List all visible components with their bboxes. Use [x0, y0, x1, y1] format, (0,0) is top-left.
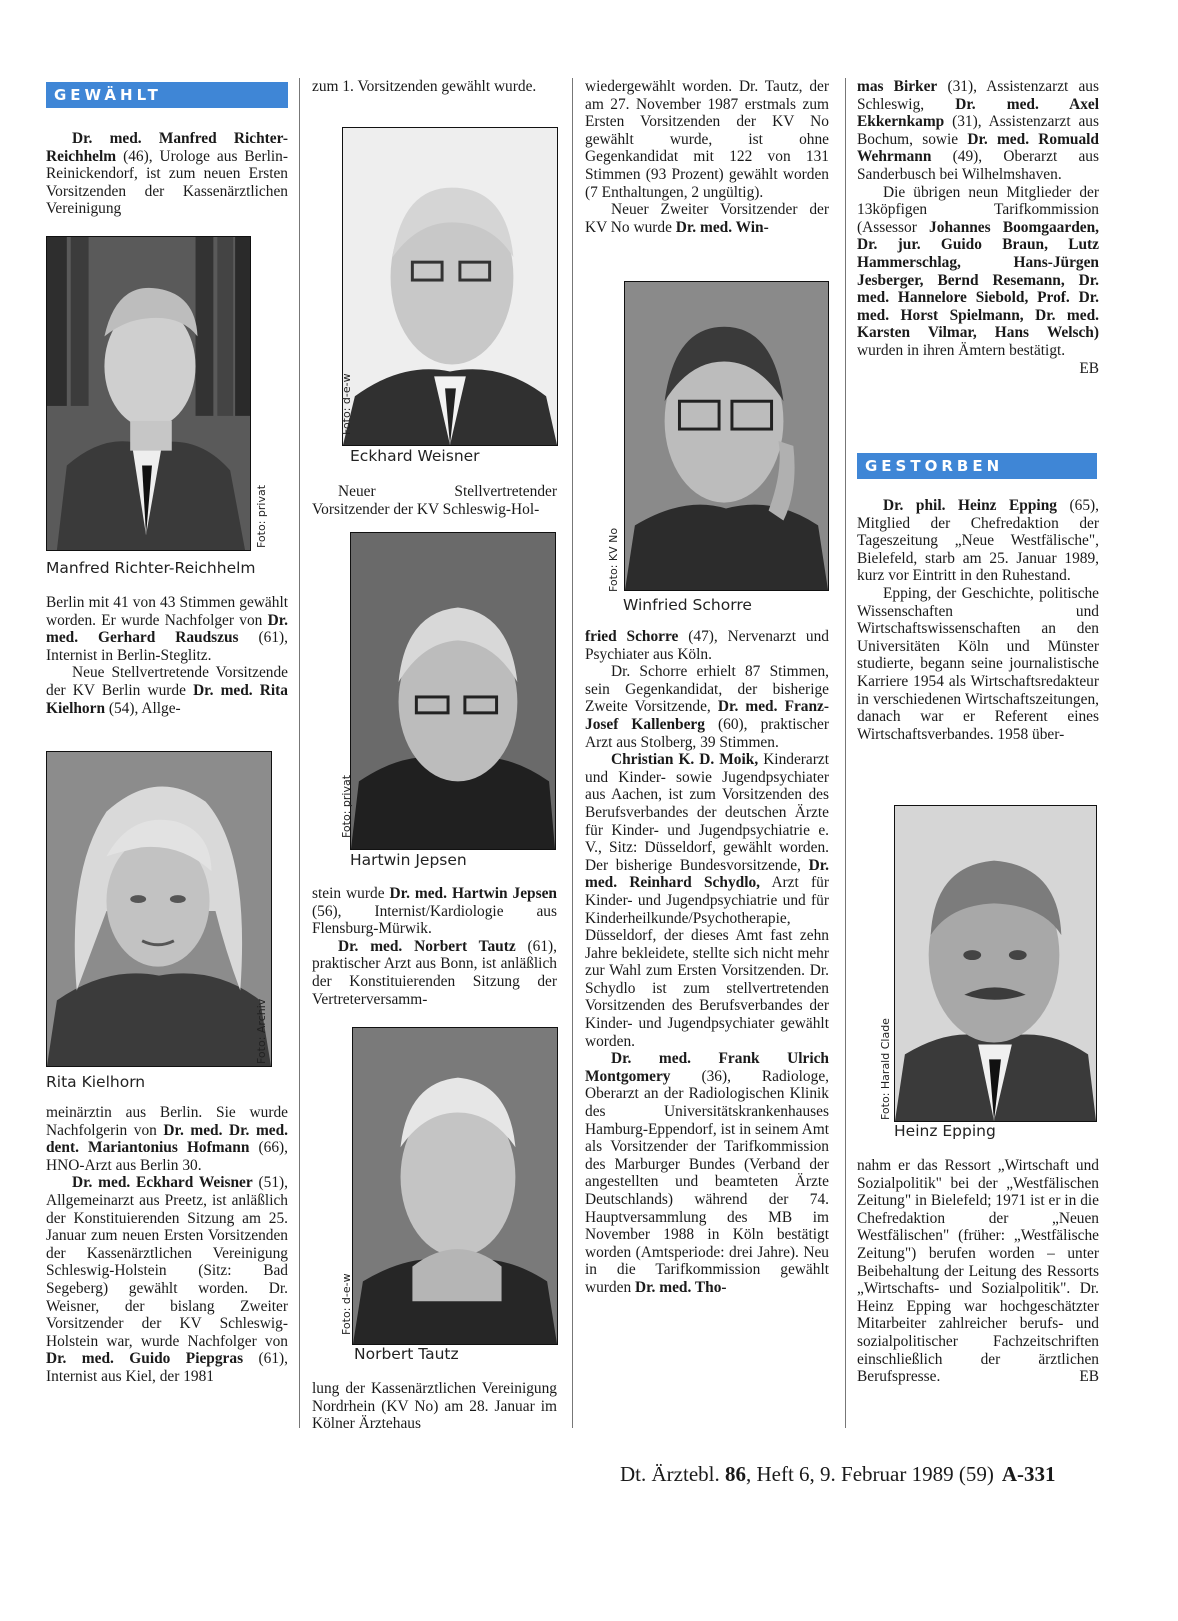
caption-jepsen: Hartwin Jepsen: [350, 851, 467, 869]
text-span: (54), Allge-: [105, 699, 181, 717]
text-span: Christian K. D. Moik,: [611, 751, 759, 769]
article-col2-top: [312, 78, 557, 96]
article-col4: [857, 78, 1099, 377]
text-span: (49), Oberarzt aus Sanderbusch bei Wilhelmshaven.: [857, 148, 1099, 183]
column-rule: [299, 78, 300, 1428]
page-footer: [620, 1462, 1056, 1487]
caption-schorre: Winfried Schorre: [623, 596, 752, 614]
caption-kielhorn: Rita Kielhorn: [46, 1073, 146, 1091]
column-rule: [845, 78, 846, 1428]
text-span: (65), Mitglied der Chefredaktion der Tageszeitung „Neue Westfälische", Bielefeld, starb am 25. Januar 1989, kurz vor Eintritt in den Ruhestand.: [857, 497, 1099, 585]
photo-schorre: [624, 281, 829, 591]
caption-weisner: Eckhard Weisner: [350, 447, 480, 465]
photo-credit: Foto: d-e-w: [340, 1273, 353, 1335]
text-span: Dr. phil. Heinz Epping: [883, 497, 1057, 514]
text-span: Neue Stellvertretende Vorsitzende der KV Berlin wurde: [46, 664, 288, 699]
portrait-image: [895, 806, 1096, 1121]
caption-tautz: Norbert Tautz: [354, 1345, 459, 1363]
text-span: Dr. med. Axel Ekkernkamp: [857, 95, 1100, 131]
photo-jepsen: [350, 532, 556, 850]
text-span: meinärztin aus Berlin. Sie wurde Nachfolgerin von: [46, 1104, 288, 1139]
article-richter-cont: [46, 594, 288, 717]
text-span: Die übrigen neun Mitglieder der 13köpfigen Tarifkommission (Assessor: [857, 183, 1099, 236]
portrait-image: [47, 752, 271, 1066]
photo-tautz: [352, 1027, 558, 1345]
text-span: (31), Assistenzarzt aus Bochum, sowie: [857, 113, 1099, 148]
portrait-image: [353, 1028, 557, 1344]
text-span: Dr. med. Reinhard Schydlo,: [585, 856, 829, 892]
text-span: Kinderarzt und Kinder- sowie Jugendpsychiater aus Aachen, ist zum Vorsitzenden des Berufsverbandes der deutschen Ärzte für Kinder- und Jugendpsychiatrie e. V., Sitz: Düsseldorf, gewählt worden. Der bisherige Bundesvorsitzende,: [585, 751, 829, 874]
text-span: (51), Allgemeinarzt aus Preetz, ist anläßlich der Konstituierenden Sitzung am 25. Januar zum neuen Ersten Vorsitzenden der Kassenärztlichen Vereinigung Schleswig-Holstein (Sitz: Bad Segeberg) gewählt worden. Dr. Weisner, der bislang Zweiter Vorsitzender der KV Schleswig-Holstein war, wurde Nachfolger von: [46, 1174, 288, 1350]
text-span: Arzt für Kinder- und Jugendpsychiatrie und für Kinderheilkunde/Psychotherapie, Düsseldorf, der dieses Amt fast zehn Jahre bekleidete, stellte sich nicht mehr zur Wahl zum Ersten Vorsitzenden. Dr. Schydlo ist zum stellvertretenden Vorsitzenden des Berufsverbandes der Kinder- und Jugendpsychiater gewählt worden.: [585, 874, 829, 1050]
text-span: Dr. med. Romuald Wehrmann: [857, 130, 1099, 166]
footer-journal: Dt. Ärztebl.: [620, 1462, 725, 1486]
text-span: Dr. med. Tho-: [635, 1278, 727, 1296]
text-span: Johannes Boomgaarden, Dr. jur. Guido Braun, Lutz Hammerschlag, Hans-Jürgen Jesberger, Bernd Resemann, Dr. med. Hannelore Siebold, Prof. Dr. med. Horst Spielmann, Dr. med. Karsten Vilmar, Hans Welsch): [857, 218, 1100, 342]
signature: EB: [1079, 359, 1099, 377]
photo-richter-reichhelm: [46, 236, 251, 551]
photo-credit: Foto: privat: [255, 484, 268, 548]
text-span: Dr. med. Norbert Tautz: [338, 937, 516, 955]
text-span: Dr. med. Frank Ulrich Montgomery: [585, 1050, 829, 1085]
photo-kielhorn: [46, 751, 272, 1067]
caption-richter: Manfred Richter-Reichhelm: [46, 559, 256, 577]
text-span: Dr. med. Gerhard Raudszus: [46, 611, 288, 647]
article-epping-cont: [857, 1157, 1099, 1386]
portrait-image: [351, 533, 555, 849]
text-span: (66), HNO-Arzt aus Berlin 30.: [46, 1139, 288, 1174]
section-head-gestorben: GESTORBEN: [857, 453, 1097, 479]
article-epping-text: [857, 497, 1099, 743]
text-span: wurden in ihren Ämtern bestätigt.: [857, 341, 1066, 359]
column-rule: [572, 78, 573, 1428]
text-span: Dr. med. Franz-Josef Kallenberg: [585, 698, 830, 733]
footer-issue: , Heft 6, 9. Februar 1989 (59): [745, 1462, 994, 1486]
page-number: A-331: [1001, 1462, 1056, 1486]
text-span: wiedergewählt worden. Dr. Tautz, der am 27. November 1987 erstmals zum Ersten Vorsitzenden der KV No gewählt wurde, ist ohne Gegenkandidat mit 122 von 131 Stimmen (93 Prozent) gewählt worden (7 Enthaltungen, 2 ungültig).: [585, 78, 829, 201]
text-span: (47), Nervenarzt und Psychiater aus Köln.: [585, 628, 829, 663]
article-schorre-cont: [585, 628, 829, 1297]
text-span: Epping, der Geschichte, politische Wissenschaften und Wirtschaftswissenschaften an den Universitäten Köln und Münster studierte, begann seine journalistische Karriere 1954 als Wirtschaftsredakteur in verschiedenen Wirtschaftszeitungen, danach war er Referent eines Wirtschaftsverbandes. 1958 über-: [857, 584, 1099, 743]
caption-epping: Heinz Epping: [894, 1122, 996, 1140]
portrait-image: [47, 237, 250, 550]
text-span: Dr. med. Win-: [675, 218, 769, 236]
article-weisner-cont: [312, 483, 557, 518]
article-tautz-cont: [312, 1380, 557, 1433]
text-span: (36), Radiologe, Oberarzt an der Radiologischen Klinik des Universitätskrankenhauses Hamburg-Eppendorf, ist in seinem Amt als Vorsitzender der Tarifkommission des Marburger Bundes (Verband der angestellten und beamteten Ärzte Deutschlands) während der 74. Hauptversammlung des MB im November 1988 in Köln bestätigt worden (Amtsperiode: drei Jahre). Neu in die Tarifkommission gewählt wurden: [585, 1067, 829, 1296]
signature: EB: [1079, 1368, 1099, 1386]
text-span: lung der Kassenärztlichen Vereinigung Nordrhein (KV No) am 28. Januar im Kölner Ärztehaus: [312, 1380, 557, 1433]
photo-epping: [894, 805, 1097, 1122]
portrait-image: [625, 282, 828, 590]
text-span: Dr. med. Eckhard Weisner: [72, 1174, 253, 1192]
text-span: Neuer Stellvertretender Vorsitzender der KV Schleswig-Hol-: [312, 483, 557, 518]
text-span: nahm er das Ressort „Wirtschaft und Sozialpolitik" bei der „Westfälischen Zeitung" in Bielefeld; 1971 ist er in die Chefredaktion der „Neuen Westfälischen" (früher: „Westfälische Zeitung") berufen worden – unter Beibehaltung der Leitung des Ressorts „Wirtschafts- und Sozialpolitik". Dr. Heinz Epping war hochgeschätzter Mitarbeiter zahlreicher berufs- und sozialpolitischer Fachzeitschriften einschließlich der ärztlichen Berufspresse.: [857, 1157, 1099, 1386]
photo-credit: Foto: d-e-w: [340, 373, 353, 435]
text-span: zum 1. Vorsitzenden gewählt wurde.: [312, 78, 537, 95]
photo-credit: Foto: privat: [340, 774, 353, 838]
article-kielhorn-cont: [46, 1104, 288, 1386]
text-span: Neuer Zweiter Vorsitzender der KV No wurde: [585, 201, 829, 236]
text-span: fried Schorre: [585, 628, 679, 645]
text-span: (31), Assistenzarzt aus Schleswig,: [857, 78, 1099, 113]
name-richter: Dr. med. Manfred Richter-Reichhelm: [46, 130, 288, 165]
text-span: (61), praktischer Arzt aus Bonn, ist anläßlich der Konstituierenden Sitzung der Vertreterversamm-: [312, 937, 557, 1008]
text-span: (61), Internist aus Kiel, der 1981: [46, 1350, 288, 1385]
text-span: stein wurde: [312, 885, 390, 902]
text-span: (61), Internist in Berlin-Steglitz.: [46, 629, 288, 664]
photo-credit: Foto: Harald Clade: [879, 1018, 892, 1120]
text-span: Berlin mit 41 von 43 Stimmen gewählt worden. Er wurde Nachfolger von: [46, 594, 288, 629]
footer-volume: 86: [724, 1462, 746, 1486]
text-span: (60), praktischer Arzt aus Stolberg, 39 Stimmen.: [585, 715, 829, 751]
text-span: mas Birker: [857, 78, 938, 95]
section-head-gewaehlt: GEWÄHLT: [46, 82, 288, 108]
photo-weisner: [342, 127, 558, 446]
article-col3: [585, 78, 829, 236]
text-span: Dr. med. Hartwin Jepsen: [389, 885, 557, 902]
article-jepsen-cont: [312, 885, 557, 1008]
text-span: (46), Urologe aus Berlin-Reinickendorf, ist zum neuen Ersten Vorsitzenden der Kassenärztlichen Vereinigung: [46, 147, 288, 218]
text-span: Dr. med. Guido Piepgras: [46, 1350, 244, 1368]
photo-credit: Foto: Archiv: [255, 998, 268, 1064]
text-span: Dr. Schorre erhielt 87 Stimmen, sein Gegenkandidat, der bisherige Zweite Vorsitzende,: [585, 663, 829, 716]
article-richter-text: [46, 130, 288, 218]
portrait-image: [343, 128, 557, 445]
text-span: Dr. med. Dr. med. dent. Mariantonius Hofmann: [46, 1121, 288, 1157]
text-span: Dr. med. Rita Kielhorn: [46, 681, 288, 717]
photo-credit: Foto: KV No: [607, 527, 620, 592]
text-span: (56), Internist/Kardiologie aus Flensburg-Mürwik.: [312, 902, 557, 938]
